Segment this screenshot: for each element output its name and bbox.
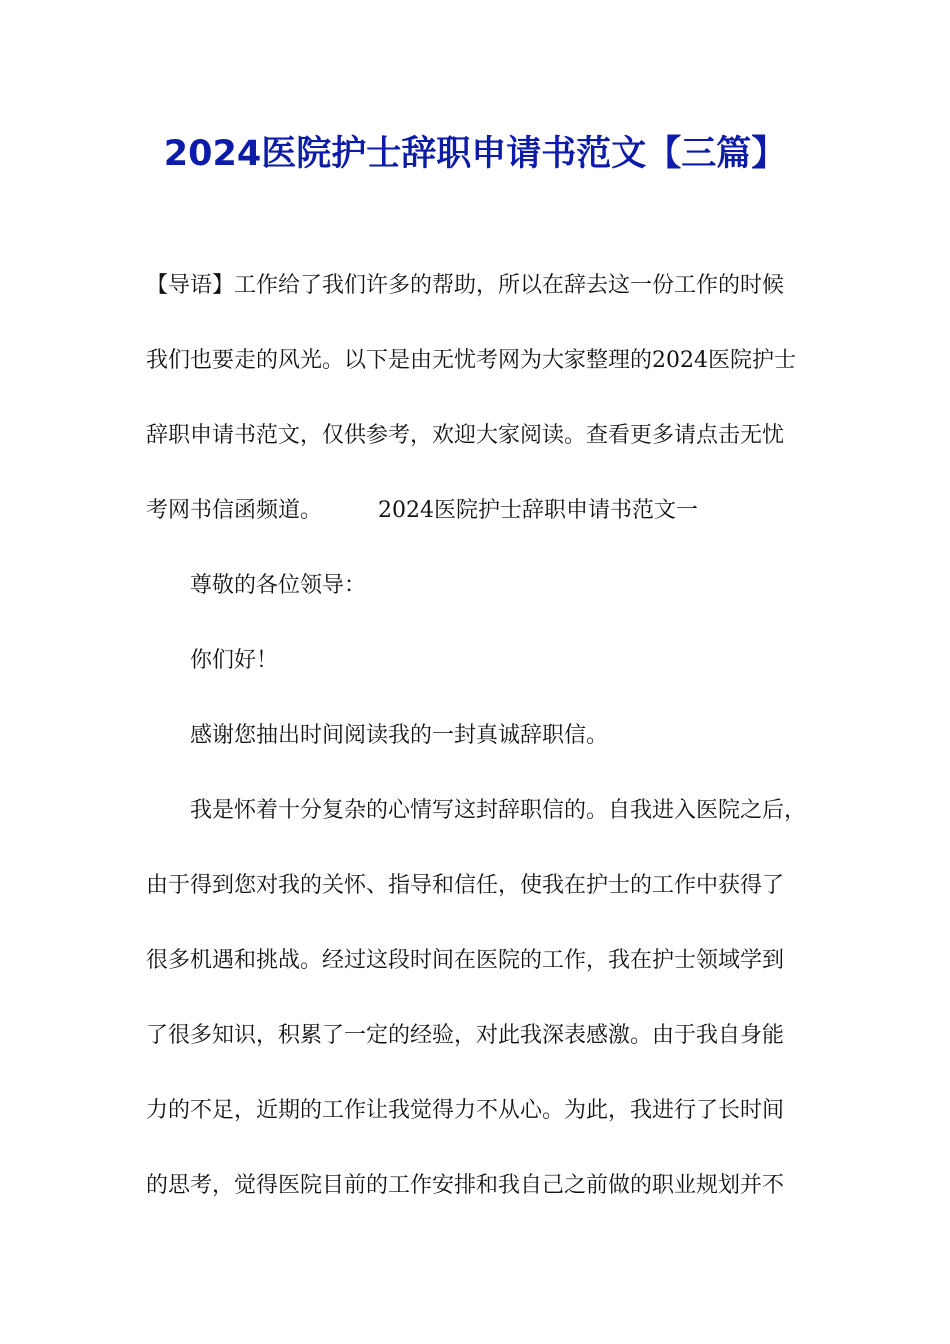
paragraph-line-1: 我是怀着十分复杂的心情写这封辞职信的。自我进入医院之后， bbox=[190, 798, 807, 823]
intro-line-2: 我们也要走的风光。以下是由无忧考网为大家整理的2024医院护士 bbox=[146, 348, 796, 373]
intro-line-1: 【导语】工作给了我们许多的帮助，所以在辞去这一份工作的时候 bbox=[146, 273, 785, 298]
paragraph-line-5: 力的不足，近期的工作让我觉得力不从心。为此，我进行了长时间 bbox=[146, 1098, 785, 1123]
salutation: 尊敬的各位领导： bbox=[190, 573, 367, 598]
intro-line-3: 辞职申请书范文，仅供参考，欢迎大家阅读。查看更多请点击无忧 bbox=[146, 423, 785, 448]
intro-line-4-text: 考网书信函频道。 bbox=[146, 498, 323, 523]
paragraph-line-6: 的思考，觉得医院目前的工作安排和我自己之前做的职业规划并不 bbox=[146, 1173, 785, 1198]
section-heading: 2024医院护士辞职申请书范文一 bbox=[378, 498, 699, 523]
paragraph-line-4: 了很多知识，积累了一定的经验，对此我深表感激。由于我自身能 bbox=[146, 1023, 785, 1048]
paragraph-line-2: 由于得到您对我的关怀、指导和信任，使我在护士的工作中获得了 bbox=[146, 873, 785, 898]
greeting: 你们好！ bbox=[190, 648, 279, 673]
intro-line-4 bbox=[146, 491, 826, 531]
paragraph-line-3: 很多机遇和挑战。经过这段时间在医院的工作，我在护士领域学到 bbox=[146, 948, 785, 973]
document-title: 2024医院护士辞职申请书范文【三篇】 bbox=[163, 134, 787, 174]
thanks-line: 感谢您抽出时间阅读我的一封真诚辞职信。 bbox=[190, 723, 609, 748]
